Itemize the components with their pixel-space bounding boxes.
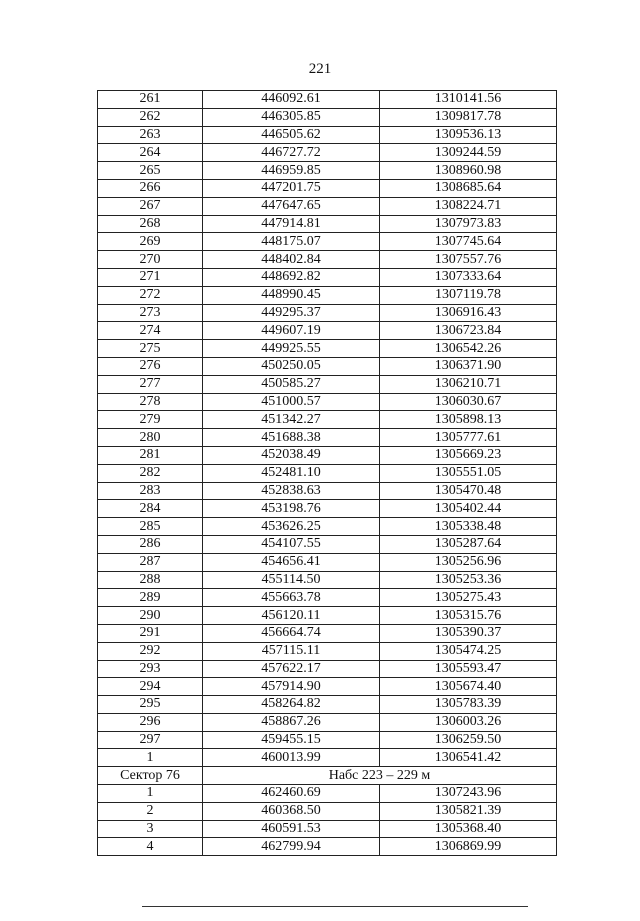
point-number-cell: 293	[98, 660, 203, 678]
table-row	[98, 820, 557, 838]
y-coordinate-cell: 1305287.64	[380, 535, 557, 553]
y-coordinate-cell: 1305674.40	[380, 678, 557, 696]
x-coordinate-cell: 447914.81	[203, 215, 380, 233]
table-row	[98, 749, 557, 767]
point-number-cell: 291	[98, 624, 203, 642]
x-coordinate-cell: 458264.82	[203, 696, 380, 714]
point-number-cell: 286	[98, 535, 203, 553]
x-coordinate-cell: 449607.19	[203, 322, 380, 340]
y-coordinate-cell: 1307973.83	[380, 215, 557, 233]
point-number-cell: 289	[98, 589, 203, 607]
point-number-cell: 3	[98, 820, 203, 838]
point-number-cell: 294	[98, 678, 203, 696]
point-number-cell: 297	[98, 731, 203, 749]
x-coordinate-cell: 447201.75	[203, 179, 380, 197]
point-number-cell: 261	[98, 91, 203, 109]
point-number-cell: 296	[98, 713, 203, 731]
table-row	[98, 393, 557, 411]
y-coordinate-cell: 1306916.43	[380, 304, 557, 322]
point-number-cell: 295	[98, 696, 203, 714]
table-row	[98, 731, 557, 749]
point-number-cell: 277	[98, 375, 203, 393]
table-row	[98, 535, 557, 553]
y-coordinate-cell: 1307119.78	[380, 286, 557, 304]
table-row	[98, 785, 557, 803]
x-coordinate-cell: 453626.25	[203, 518, 380, 536]
x-coordinate-cell: 448692.82	[203, 268, 380, 286]
table-row	[98, 268, 557, 286]
point-number-cell: 284	[98, 500, 203, 518]
y-coordinate-cell: 1306869.99	[380, 838, 557, 856]
y-coordinate-cell: 1309536.13	[380, 126, 557, 144]
y-coordinate-cell: 1306259.50	[380, 731, 557, 749]
x-coordinate-cell: 456120.11	[203, 607, 380, 625]
x-coordinate-cell: 448402.84	[203, 251, 380, 269]
table-row	[98, 678, 557, 696]
x-coordinate-cell: 458867.26	[203, 713, 380, 731]
point-number-cell: 278	[98, 393, 203, 411]
table-row	[98, 624, 557, 642]
sector-depth-cell: Набс 223 – 229 м	[203, 767, 557, 785]
x-coordinate-cell: 457914.90	[203, 678, 380, 696]
table-row	[98, 518, 557, 536]
y-coordinate-cell: 1305470.48	[380, 482, 557, 500]
x-coordinate-cell: 462460.69	[203, 785, 380, 803]
point-number-cell: 1	[98, 749, 203, 767]
y-coordinate-cell: 1305256.96	[380, 553, 557, 571]
x-coordinate-cell: 460013.99	[203, 749, 380, 767]
point-number-cell: 269	[98, 233, 203, 251]
table-row	[98, 304, 557, 322]
x-coordinate-cell: 452838.63	[203, 482, 380, 500]
y-coordinate-cell: 1308685.64	[380, 179, 557, 197]
point-number-cell: 262	[98, 108, 203, 126]
y-coordinate-cell: 1305315.76	[380, 607, 557, 625]
point-number-cell: 275	[98, 340, 203, 358]
x-coordinate-cell: 446727.72	[203, 144, 380, 162]
table-row	[98, 482, 557, 500]
y-coordinate-cell: 1309244.59	[380, 144, 557, 162]
point-number-cell: 4	[98, 838, 203, 856]
x-coordinate-cell: 449925.55	[203, 340, 380, 358]
x-coordinate-cell: 451688.38	[203, 429, 380, 447]
point-number-cell: 264	[98, 144, 203, 162]
table-row	[98, 838, 557, 856]
point-number-cell: 267	[98, 197, 203, 215]
point-number-cell: 288	[98, 571, 203, 589]
point-number-cell: 287	[98, 553, 203, 571]
point-number-cell: 280	[98, 429, 203, 447]
y-coordinate-cell: 1305368.40	[380, 820, 557, 838]
x-coordinate-cell: 457622.17	[203, 660, 380, 678]
point-number-cell: 279	[98, 411, 203, 429]
x-coordinate-cell: 446505.62	[203, 126, 380, 144]
x-coordinate-cell: 454107.55	[203, 535, 380, 553]
point-number-cell: 273	[98, 304, 203, 322]
x-coordinate-cell: 453198.76	[203, 500, 380, 518]
y-coordinate-cell: 1305898.13	[380, 411, 557, 429]
x-coordinate-cell: 457115.11	[203, 642, 380, 660]
point-number-cell: 1	[98, 785, 203, 803]
x-coordinate-cell: 448175.07	[203, 233, 380, 251]
table-row	[98, 340, 557, 358]
table-row	[98, 802, 557, 820]
y-coordinate-cell: 1308224.71	[380, 197, 557, 215]
table-row	[98, 375, 557, 393]
x-coordinate-cell: 446092.61	[203, 91, 380, 109]
x-coordinate-cell: 449295.37	[203, 304, 380, 322]
table-row	[98, 642, 557, 660]
y-coordinate-cell: 1307333.64	[380, 268, 557, 286]
table-row	[98, 607, 557, 625]
table-row	[98, 108, 557, 126]
y-coordinate-cell: 1305821.39	[380, 802, 557, 820]
sector-header-row	[98, 767, 557, 785]
page-number: 221	[308, 61, 332, 77]
table-row	[98, 91, 557, 109]
table-row	[98, 286, 557, 304]
x-coordinate-cell: 447647.65	[203, 197, 380, 215]
point-number-cell: 263	[98, 126, 203, 144]
table-row	[98, 322, 557, 340]
y-coordinate-cell: 1308960.98	[380, 162, 557, 180]
x-coordinate-cell: 446305.85	[203, 108, 380, 126]
point-number-cell: 292	[98, 642, 203, 660]
y-coordinate-cell: 1305777.61	[380, 429, 557, 447]
y-coordinate-cell: 1307243.96	[380, 785, 557, 803]
x-coordinate-cell: 451000.57	[203, 393, 380, 411]
y-coordinate-cell: 1309817.78	[380, 108, 557, 126]
x-coordinate-cell: 452038.49	[203, 446, 380, 464]
point-number-cell: 270	[98, 251, 203, 269]
y-coordinate-cell: 1305593.47	[380, 660, 557, 678]
y-coordinate-cell: 1305783.39	[380, 696, 557, 714]
point-number-cell: 265	[98, 162, 203, 180]
y-coordinate-cell: 1306030.67	[380, 393, 557, 411]
table-row	[98, 233, 557, 251]
y-coordinate-cell: 1305474.25	[380, 642, 557, 660]
y-coordinate-cell: 1306371.90	[380, 357, 557, 375]
x-coordinate-cell: 459455.15	[203, 731, 380, 749]
x-coordinate-cell: 454656.41	[203, 553, 380, 571]
table-row	[98, 215, 557, 233]
x-coordinate-cell: 451342.27	[203, 411, 380, 429]
table-row	[98, 553, 557, 571]
x-coordinate-cell: 455663.78	[203, 589, 380, 607]
point-number-cell: 271	[98, 268, 203, 286]
x-coordinate-cell: 460591.53	[203, 820, 380, 838]
y-coordinate-cell: 1310141.56	[380, 91, 557, 109]
y-coordinate-cell: 1305669.23	[380, 446, 557, 464]
point-number-cell: 272	[98, 286, 203, 304]
table-row	[98, 589, 557, 607]
point-number-cell: 281	[98, 446, 203, 464]
sector-label-cell: Сектор 76	[98, 767, 203, 785]
x-coordinate-cell: 460368.50	[203, 802, 380, 820]
table-row	[98, 179, 557, 197]
y-coordinate-cell: 1306723.84	[380, 322, 557, 340]
y-coordinate-cell: 1305402.44	[380, 500, 557, 518]
table-row	[98, 411, 557, 429]
y-coordinate-cell: 1305275.43	[380, 589, 557, 607]
table-row	[98, 571, 557, 589]
x-coordinate-cell: 455114.50	[203, 571, 380, 589]
table-row	[98, 446, 557, 464]
y-coordinate-cell: 1305338.48	[380, 518, 557, 536]
table-row	[98, 251, 557, 269]
x-coordinate-cell: 452481.10	[203, 464, 380, 482]
point-number-cell: 274	[98, 322, 203, 340]
y-coordinate-cell: 1306542.26	[380, 340, 557, 358]
coordinates-table-body	[98, 91, 557, 856]
y-coordinate-cell: 1306541.42	[380, 749, 557, 767]
y-coordinate-cell: 1305390.37	[380, 624, 557, 642]
x-coordinate-cell: 456664.74	[203, 624, 380, 642]
point-number-cell: 266	[98, 179, 203, 197]
y-coordinate-cell: 1305551.05	[380, 464, 557, 482]
y-coordinate-cell: 1306210.71	[380, 375, 557, 393]
point-number-cell: 268	[98, 215, 203, 233]
table-row	[98, 660, 557, 678]
table-row	[98, 144, 557, 162]
table-row	[98, 464, 557, 482]
x-coordinate-cell: 448990.45	[203, 286, 380, 304]
point-number-cell: 290	[98, 607, 203, 625]
y-coordinate-cell: 1305253.36	[380, 571, 557, 589]
x-coordinate-cell: 450585.27	[203, 375, 380, 393]
point-number-cell: 282	[98, 464, 203, 482]
table-row	[98, 357, 557, 375]
table-row	[98, 429, 557, 447]
y-coordinate-cell: 1307557.76	[380, 251, 557, 269]
table-row	[98, 696, 557, 714]
x-coordinate-cell: 450250.05	[203, 357, 380, 375]
bottom-divider	[142, 906, 528, 907]
x-coordinate-cell: 462799.94	[203, 838, 380, 856]
point-number-cell: 285	[98, 518, 203, 536]
coordinates-table	[97, 90, 557, 856]
table-row	[98, 126, 557, 144]
y-coordinate-cell: 1306003.26	[380, 713, 557, 731]
point-number-cell: 276	[98, 357, 203, 375]
point-number-cell: 2	[98, 802, 203, 820]
table-row	[98, 713, 557, 731]
table-row	[98, 500, 557, 518]
x-coordinate-cell: 446959.85	[203, 162, 380, 180]
table-row	[98, 197, 557, 215]
point-number-cell: 283	[98, 482, 203, 500]
y-coordinate-cell: 1307745.64	[380, 233, 557, 251]
table-row	[98, 162, 557, 180]
